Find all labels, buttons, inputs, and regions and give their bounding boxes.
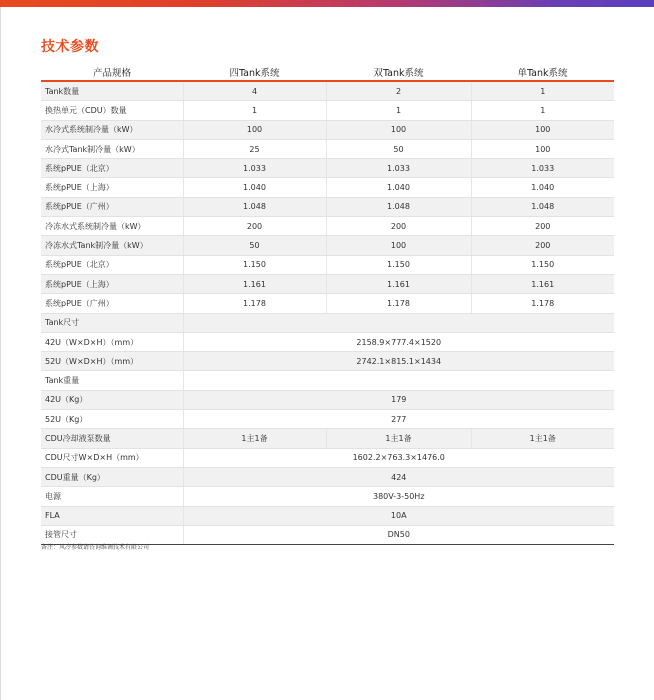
row-label: 系统pPUE（上海） [41, 274, 183, 293]
row-value: 50 [326, 139, 471, 158]
row-value: 1.150 [183, 255, 326, 274]
row-value: 1.033 [183, 159, 326, 178]
row-value: 1.161 [183, 274, 326, 293]
row-label: 42U（W×D×H）（mm） [41, 332, 183, 351]
row-value: 1.040 [183, 178, 326, 197]
header-spec: 产品规格 [41, 64, 183, 81]
row-shared-value [183, 371, 614, 390]
top-gradient-bar [0, 0, 654, 7]
table-row [41, 255, 614, 274]
row-value: 1 [471, 101, 614, 120]
table-row [41, 217, 614, 236]
row-value: 1.161 [471, 274, 614, 293]
table-row [41, 178, 614, 197]
row-label: 冷冻水式Tank制冷量（kW） [41, 236, 183, 255]
row-value: 2 [326, 81, 471, 101]
table-row [41, 197, 614, 216]
table-header-row [41, 64, 614, 81]
row-value: 1.048 [471, 197, 614, 216]
row-value: 4 [183, 81, 326, 101]
row-value: 1主1备 [471, 429, 614, 448]
row-value: 1.040 [326, 178, 471, 197]
table-row [41, 332, 614, 351]
row-value: 100 [471, 120, 614, 139]
row-value: 1.150 [326, 255, 471, 274]
row-shared-value: 380V-3-50Hz [183, 487, 614, 506]
header-four-tank: 四Tank系统 [183, 64, 326, 81]
row-value: 100 [326, 120, 471, 139]
row-value: 1.161 [326, 274, 471, 293]
row-label: Tank尺寸 [41, 313, 183, 332]
row-value: 50 [183, 236, 326, 255]
row-value: 1 [326, 101, 471, 120]
table-row [41, 410, 614, 429]
table-row [41, 467, 614, 486]
row-value: 1.048 [326, 197, 471, 216]
row-label: 接管尺寸 [41, 525, 183, 544]
spec-table [41, 64, 614, 545]
row-value: 200 [183, 217, 326, 236]
row-label: 系统pPUE（北京） [41, 159, 183, 178]
table-row [41, 448, 614, 467]
row-value: 1.048 [183, 197, 326, 216]
row-label: Tank数量 [41, 81, 183, 101]
row-value: 25 [183, 139, 326, 158]
row-label: 52U（W×D×H）（mm） [41, 352, 183, 371]
row-label: Tank重量 [41, 371, 183, 390]
row-value: 1.033 [326, 159, 471, 178]
row-value: 1 [471, 81, 614, 101]
row-label: 系统pPUE（广州） [41, 294, 183, 313]
row-label: 冷冻水式系统制冷量（kW） [41, 217, 183, 236]
row-shared-value: 179 [183, 390, 614, 409]
row-value: 1.178 [471, 294, 614, 313]
row-value: 200 [471, 217, 614, 236]
row-value: 1主1备 [183, 429, 326, 448]
table-row [41, 274, 614, 293]
row-label: 系统pPUE（上海） [41, 178, 183, 197]
table-row [41, 313, 614, 332]
row-shared-value [183, 313, 614, 332]
table-row [41, 120, 614, 139]
row-shared-value: 424 [183, 467, 614, 486]
row-label: CDU尺寸W×D×H（mm） [41, 448, 183, 467]
row-shared-value: 2158.9×777.4×1520 [183, 332, 614, 351]
row-label: 52U（Kg） [41, 410, 183, 429]
row-value: 1.040 [471, 178, 614, 197]
page-left-border [0, 7, 1, 700]
row-value: 1.033 [471, 159, 614, 178]
row-value: 100 [326, 236, 471, 255]
row-label: 电源 [41, 487, 183, 506]
row-label: CDU冷却液泵数量 [41, 429, 183, 448]
header-single-tank: 单Tank系统 [471, 64, 614, 81]
row-shared-value: 2742.1×815.1×1434 [183, 352, 614, 371]
row-value: 1 [183, 101, 326, 120]
row-label: CDU重量（Kg） [41, 467, 183, 486]
row-value: 1.178 [183, 294, 326, 313]
footnote: 备注：风冷参数请咨询维调技术有限公司 [41, 544, 150, 551]
row-label: FLA [41, 506, 183, 525]
row-label: 42U（Kg） [41, 390, 183, 409]
row-shared-value: 1602.2×763.3×1476.0 [183, 448, 614, 467]
row-value: 200 [326, 217, 471, 236]
row-shared-value: 10A [183, 506, 614, 525]
row-label: 换热单元（CDU）数量 [41, 101, 183, 120]
row-shared-value: DN50 [183, 525, 614, 544]
table-row [41, 294, 614, 313]
row-shared-value: 277 [183, 410, 614, 429]
table-row [41, 139, 614, 158]
row-label: 水冷式Tank制冷量（kW） [41, 139, 183, 158]
row-label: 系统pPUE（广州） [41, 197, 183, 216]
table-row [41, 81, 614, 101]
table-row [41, 390, 614, 409]
header-two-tank: 双Tank系统 [326, 64, 471, 81]
table-row [41, 352, 614, 371]
table-row [41, 429, 614, 448]
table-row [41, 236, 614, 255]
table-row [41, 159, 614, 178]
table-row [41, 101, 614, 120]
row-value: 1.178 [326, 294, 471, 313]
row-label: 水冷式系统制冷量（kW） [41, 120, 183, 139]
row-value: 100 [471, 139, 614, 158]
row-value: 1.150 [471, 255, 614, 274]
table-row [41, 506, 614, 525]
row-value: 100 [183, 120, 326, 139]
section-title: 技术参数 [41, 39, 99, 55]
row-value: 200 [471, 236, 614, 255]
row-label: 系统pPUE（北京） [41, 255, 183, 274]
table-row [41, 487, 614, 506]
table-row [41, 371, 614, 390]
row-value: 1主1备 [326, 429, 471, 448]
